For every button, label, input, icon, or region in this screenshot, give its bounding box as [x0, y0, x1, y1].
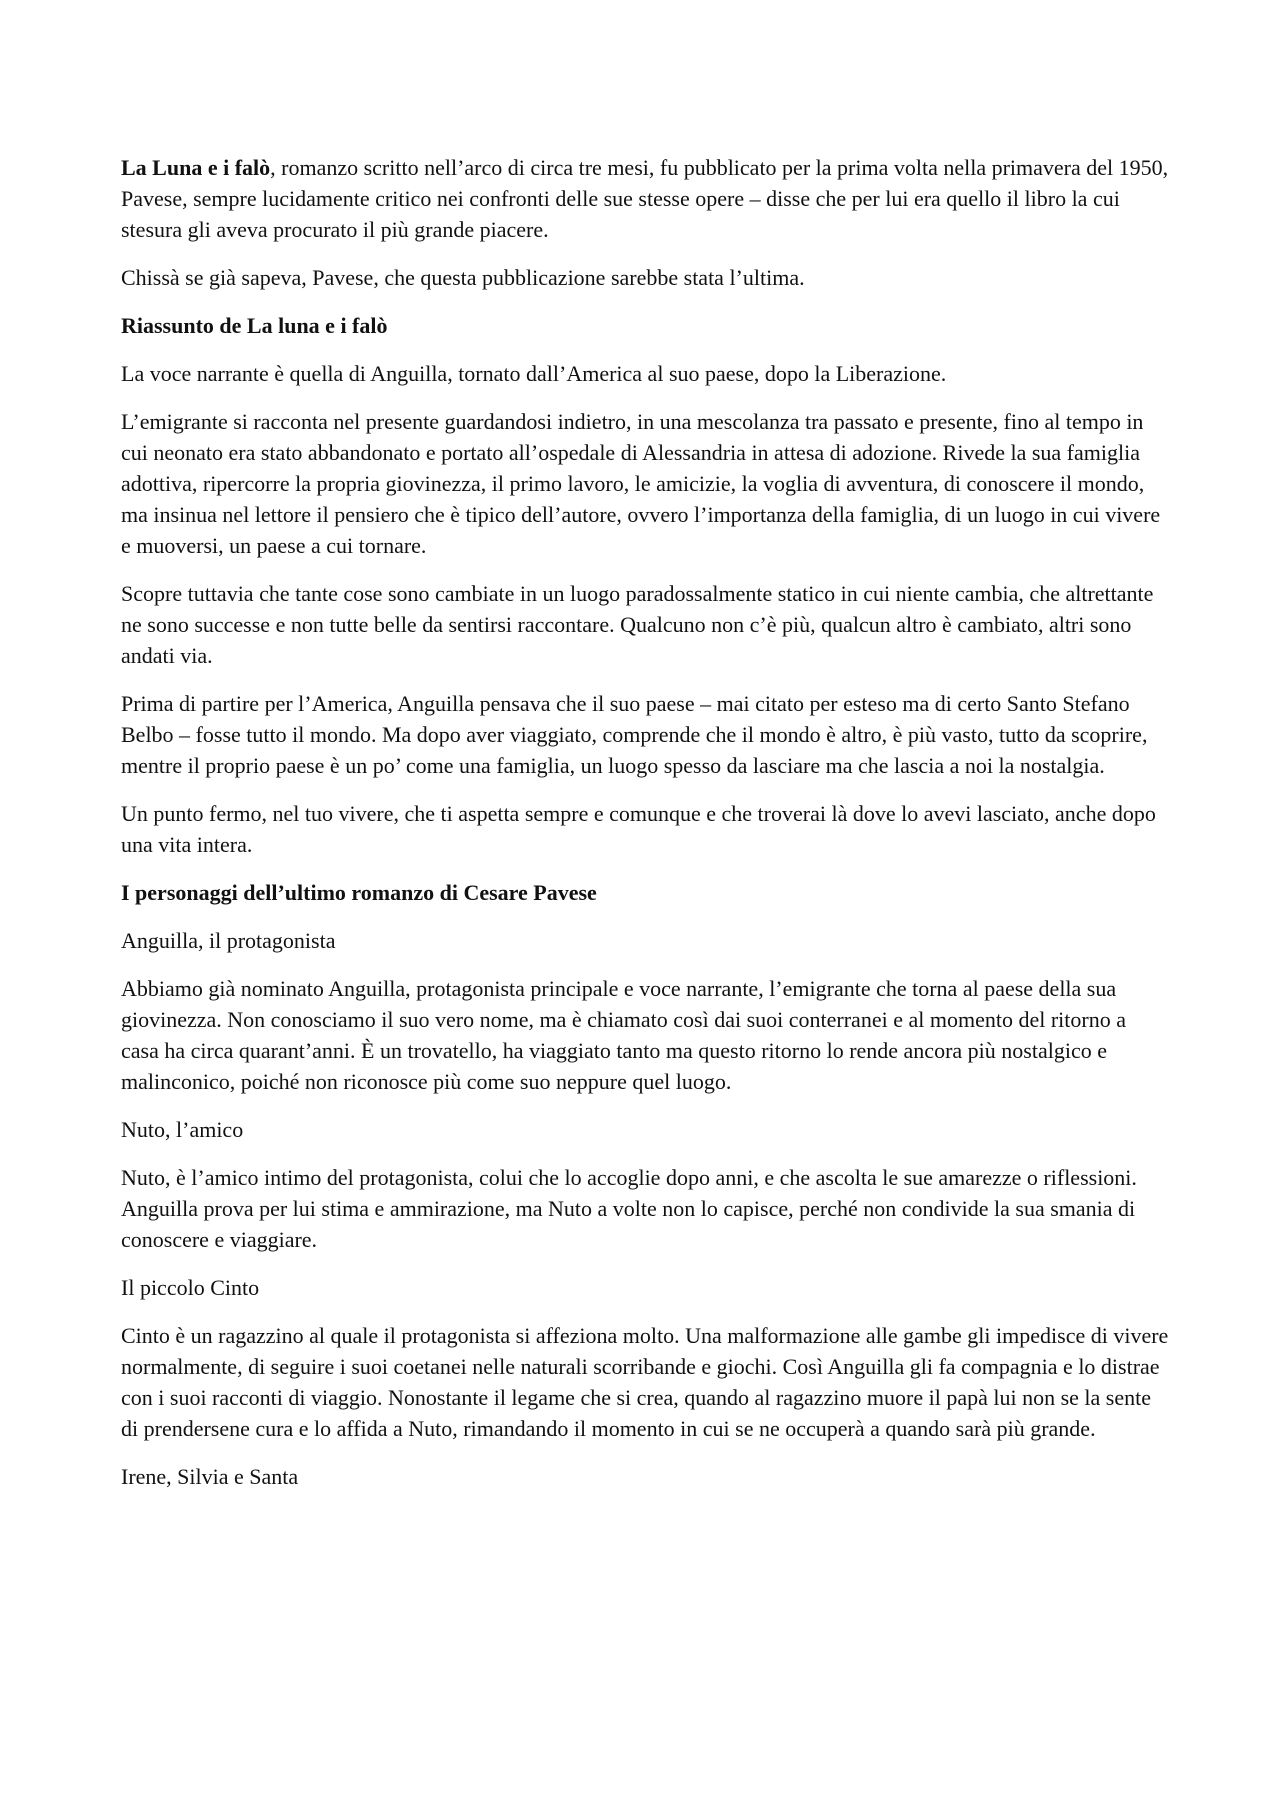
- paragraph-prima-di-partire: Prima di partire per l’America, Anguilla pensava che il suo paese – mai citato per esteso ma di certo Santo Stefano Belbo – fosse tutto il mondo. Ma dopo aver viaggiato, comprende che il mondo è altro, è più vasto, tutto da scoprire, mentre il proprio paese è un po’ come una famiglia, un luogo spesso da lasciare ma che lascia a noi la nostalgia.: [121, 691, 1148, 778]
- subheading-irene-silvia-santa: Irene, Silvia e Santa: [121, 1464, 299, 1489]
- paragraph-chissa: Chissà se già sapeva, Pavese, che questa pubblicazione sarebbe stata l’ultima.: [121, 265, 805, 290]
- intro-text: , romanzo scritto nell’arco di circa tre mesi, fu pubblicato per la prima volta nella primavera del 1950, Pavese, sempre lucidamente critico nei confronti delle sue stesse opere – disse che per lui era quello il libro la cui stesura gli aveva procurato il più grande piacere.: [121, 155, 1169, 242]
- paragraph-scopre: Scopre tuttavia che tante cose sono cambiate in un luogo paradossalmente statico in cui niente cambia, che altrettante ne sono successe e non tutte belle da sentirsi raccontare. Qualcuno non c’è più, qualcun altro è cambiato, altri sono andati via.: [121, 581, 1154, 668]
- heading-riassunto: Riassunto de La luna e i falò: [121, 313, 388, 338]
- subheading-cinto: Il piccolo Cinto: [121, 1275, 260, 1300]
- subheading-nuto: Nuto, l’amico: [121, 1117, 244, 1142]
- paragraph-anguilla: Abbiamo già nominato Anguilla, protagonista principale e voce narrante, l’emigrante che torna al paese della sua giovinezza. Non conosciamo il suo vero nome, ma è chiamato così dai suoi conterranei e al momento del ritorno a casa ha circa quarant’anni. È un trovatello, ha viaggiato tanto ma questo ritorno lo rende ancora più nostalgico e malinconico, poiché non riconosce più come suo neppure quel luogo.: [121, 976, 1126, 1094]
- paragraph-nuto: Nuto, è l’amico intimo del protagonista, colui che lo accoglie dopo anni, e che ascolta le sue amarezze o riflessioni. Anguilla prova per lui stima e ammirazione, ma Nuto a volte non lo capisce, perché non condivide la sua smania di conoscere e viaggiare.: [121, 1165, 1137, 1252]
- heading-personaggi: I personaggi dell’ultimo romanzo di Cesare Pavese: [121, 880, 597, 905]
- book-title: La Luna e i falò: [121, 155, 271, 180]
- paragraph-emigrante: L’emigrante si racconta nel presente guardandosi indietro, in una mescolanza tra passato e presente, fino al tempo in cui neonato era stato abbandonato e portato all’ospedale di Alessandria in attesa di adozione. Rivede la sua famiglia adottiva, ripercorre la propria giovinezza, il primo lavoro, le amicizie, la voglia di avventura, di conoscere il mondo, ma insinua nel lettore il pensiero che è tipico dell’autore, ovvero l’importanza della famiglia, di un luogo in cui vivere e muoversi, un paese a cui tornare.: [121, 409, 1161, 558]
- paragraph-cinto: Cinto è un ragazzino al quale il protagonista si affeziona molto. Una malformazione alle gambe gli impedisce di vivere normalmente, di seguire i suoi coetanei nelle naturali scorribande e giochi. Così Anguilla gli fa compagnia e lo distrae con i suoi racconti di viaggio. Nonostante il legame che si crea, quando al ragazzino muore il papà lui non se la sente di prendersene cura e lo affida a Nuto, rimandando il momento in cui se ne occuperà a quando sarà più grande.: [121, 1323, 1169, 1441]
- paragraph-voce-narrante: La voce narrante è quella di Anguilla, tornato dall’America al suo paese, dopo la Liberazione.: [121, 361, 947, 386]
- document-page: [121, 152, 1169, 1509]
- intro-paragraph: [121, 152, 1169, 245]
- subheading-anguilla: Anguilla, il protagonista: [121, 928, 336, 953]
- paragraph-punto-fermo: Un punto fermo, nel tuo vivere, che ti aspetta sempre e comunque e che troverai là dove lo avevi lasciato, anche dopo una vita intera.: [121, 801, 1156, 857]
